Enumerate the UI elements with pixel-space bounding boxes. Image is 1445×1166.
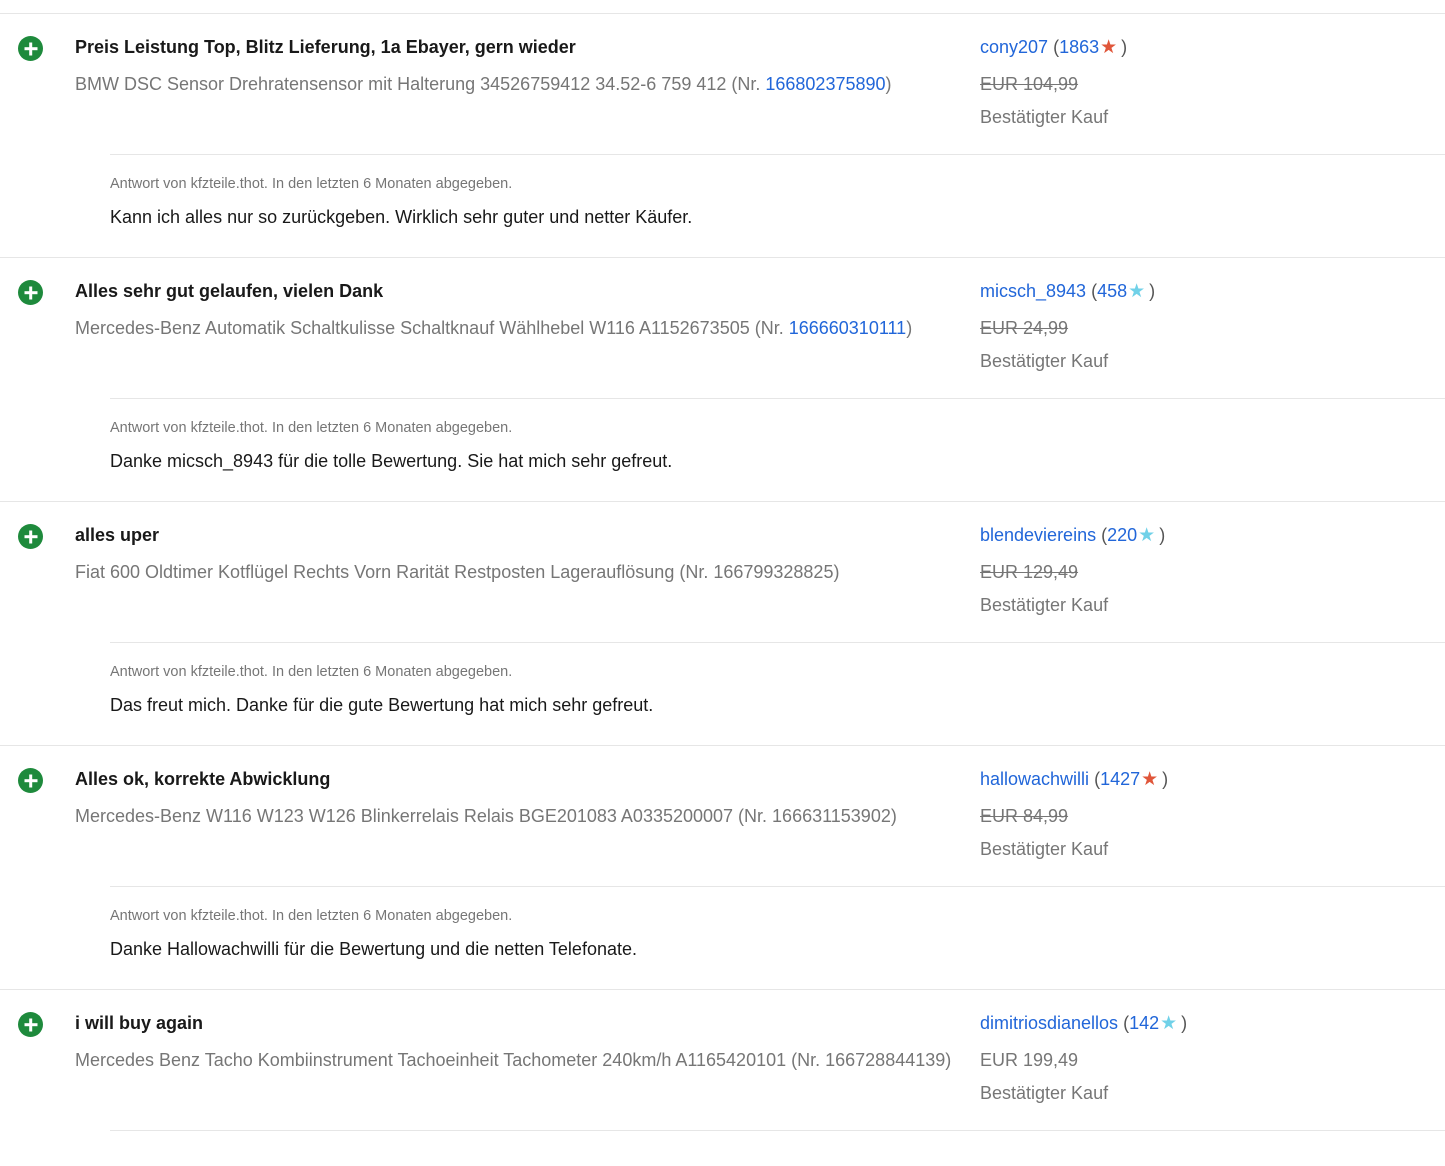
buyer-username-link[interactable]: blendeviereins [980,525,1097,545]
item-description-text: Mercedes-Benz W116 W123 W126 Blinkerrelais Relais BGE201083 A0335200007 (Nr. [75,806,773,826]
reply-meta: Antwort von kfzteile.thot. In den letzten 6 Monaten abgegeben. [110,176,513,192]
feedback-star-icon: ★ [1138,524,1156,546]
buyer-username-link[interactable]: cony207 [980,37,1049,57]
item-description-text: Fiat 600 Oldtimer Kotflügel Rechts Vorn Rarität Restposten Lagerauflösung (Nr. [75,562,714,582]
verified-purchase-label: Bestätigter Kauf [980,595,1109,615]
feedback-count-link[interactable]: 142 [1129,1013,1160,1033]
feedback-count-link[interactable]: 1427 [1100,769,1141,789]
feedback-star-icon: ★ [1160,1012,1178,1034]
feedback-comment: i will buy again [75,1013,204,1033]
reply-text: Kann ich alles nur so zurückgeben. Wirklich sehr guter und netter Käufer. [110,207,693,227]
positive-feedback-icon [18,524,43,549]
feedback-item [0,502,1445,746]
buyer-line [980,35,1432,59]
seller-reply-section [110,398,1445,473]
paren-open: ( [1123,1013,1130,1033]
positive-feedback-icon [18,768,43,793]
reply-meta: Antwort von kfzteile.thot. In den letzten 6 Monaten abgegeben. [110,664,513,680]
item-price: EUR 129,49 [980,562,1079,582]
item-description-suffix: ) [945,1050,952,1070]
reply-text: Danke micsch_8943 für die tolle Bewertung. Sie hat mich sehr gefreut. [110,451,673,471]
feedback-comment: Alles ok, korrekte Abwicklung [75,769,331,789]
feedback-list [0,13,1445,1152]
feedback-item [0,14,1445,258]
item-price: EUR 199,49 [980,1050,1079,1070]
paren-open: ( [1091,281,1098,301]
positive-feedback-icon [18,36,43,61]
item-number-link: 166799328825 [713,562,834,582]
buyer-line [980,1011,1432,1035]
item-price: EUR 24,99 [980,318,1069,338]
buyer-line [980,279,1432,303]
item-price: EUR 104,99 [980,74,1079,94]
feedback-comment: Alles sehr gut gelaufen, vielen Dank [75,281,384,301]
item-number-link[interactable]: 166660310111 [788,318,907,338]
reply-text: Danke Hallowachwilli für die Bewertung und die netten Telefonate. [110,939,637,959]
item-description [75,312,960,345]
feedback-item [0,746,1445,990]
item-number-link: 166728844139 [825,1050,946,1070]
paren-close: ) [1159,525,1166,545]
feedback-star-icon: ★ [1100,36,1118,58]
item-number-link[interactable]: 166802375890 [765,74,886,94]
reply-meta: Antwort von kfzteile.thot. In den letzten 6 Monaten abgegeben. [110,420,513,436]
item-description-suffix: ) [885,74,892,94]
item-description-text: BMW DSC Sensor Drehratensensor mit Halterung 34526759412 34.52-6 759 412 (Nr. [75,74,766,94]
feedback-star-icon: ★ [1128,280,1146,302]
verified-purchase-label: Bestätigter Kauf [980,1083,1109,1103]
item-description-suffix: ) [906,318,913,338]
verified-purchase-label: Bestätigter Kauf [980,839,1109,859]
feedback-count-link[interactable]: 220 [1107,525,1138,545]
item-description [75,1044,960,1077]
paren-close: ) [1149,281,1156,301]
feedback-comment: alles uper [75,525,160,545]
verified-purchase-label: Bestätigter Kauf [980,107,1109,127]
feedback-item [0,990,1445,1152]
buyer-username-link[interactable]: micsch_8943 [980,281,1087,301]
item-description-suffix: ) [890,806,897,826]
paren-open: ( [1053,37,1060,57]
seller-reply-section [110,1130,1445,1152]
seller-reply-section [110,642,1445,717]
buyer-line [980,523,1432,547]
seller-reply-section [110,886,1445,961]
item-description-suffix: ) [833,562,840,582]
feedback-count-link[interactable]: 458 [1097,281,1128,301]
reply-text: Das freut mich. Danke für die gute Bewertung hat mich sehr gefreut. [110,695,654,715]
paren-close: ) [1162,769,1169,789]
item-description-text: Mercedes-Benz Automatik Schaltkulisse Schaltknauf Wählhebel W116 A1152673505 (Nr. [75,318,789,338]
paren-close: ) [1181,1013,1188,1033]
buyer-username-link[interactable]: hallowachwilli [980,769,1090,789]
feedback-item [0,258,1445,502]
feedback-star-icon: ★ [1141,768,1159,790]
paren-close: ) [1121,37,1128,57]
item-price: EUR 84,99 [980,806,1069,826]
paren-open: ( [1101,525,1108,545]
buyer-username-link[interactable]: dimitriosdianellos [980,1013,1119,1033]
reply-meta: Antwort von kfzteile.thot. In den letzten 6 Monaten abgegeben. [110,908,513,924]
verified-purchase-label: Bestätigter Kauf [980,351,1109,371]
paren-open: ( [1094,769,1101,789]
buyer-line [980,767,1432,791]
item-description [75,800,960,833]
positive-feedback-icon [18,280,43,305]
item-description [75,68,960,101]
feedback-count-link[interactable]: 1863 [1059,37,1100,57]
item-number-link: 166631153902 [772,806,891,826]
seller-reply-section [110,154,1445,229]
positive-feedback-icon [18,1012,43,1037]
feedback-comment: Preis Leistung Top, Blitz Lieferung, 1a Ebayer, gern wieder [75,37,576,57]
item-description-text: Mercedes Benz Tacho Kombiinstrument Tachoeinheit Tachometer 240km/h A1165420101 (Nr. [75,1050,826,1070]
item-description [75,556,960,589]
